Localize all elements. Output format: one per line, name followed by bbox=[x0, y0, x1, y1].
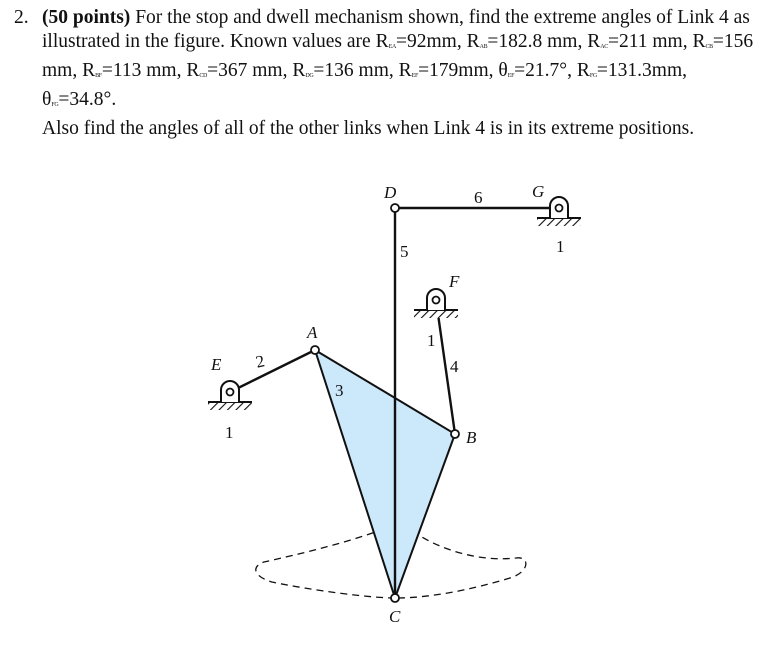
joint-a bbox=[311, 346, 319, 354]
label-a: A bbox=[307, 323, 318, 342]
ground-pivot-f bbox=[414, 289, 458, 318]
known-value: $R_{EA}=92mm$, bbox=[375, 31, 467, 52]
joint-b bbox=[451, 430, 459, 438]
label-e: E bbox=[211, 355, 222, 374]
problem-number: 2. bbox=[14, 7, 29, 28]
problem-followup: Also find the angles of all of the other links when Link 4 is in its extreme positions. bbox=[42, 118, 695, 139]
label-link-5: 5 bbox=[400, 242, 409, 261]
problem-body bbox=[42, 6, 754, 141]
known-value: $R_{AB}=182.8$ mm, bbox=[466, 31, 588, 52]
label-g: G bbox=[532, 182, 545, 201]
link-2 bbox=[230, 350, 315, 392]
known-value: $\theta_{FG}=34.8^\circ$. bbox=[42, 89, 117, 110]
known-value: $R_{DG}=136$ mm, bbox=[292, 60, 399, 81]
joint-d bbox=[391, 204, 399, 212]
problem-intro: For the stop and dwell mechanism shown, find the extreme angles of Link 4 as illustrated in the figure. Known values are bbox=[42, 7, 750, 52]
label-f: F bbox=[449, 272, 460, 291]
problem-statement bbox=[14, 6, 754, 141]
known-value: $\theta_{EF}=21.7^\circ$, bbox=[498, 60, 577, 81]
mechanism-figure bbox=[0, 170, 764, 654]
label-ground-e: 1 bbox=[225, 423, 234, 442]
problem-points: (50 points) bbox=[42, 7, 131, 28]
ground-pivot-g bbox=[537, 197, 581, 226]
known-value: $R_{BF}=113$ mm, bbox=[82, 60, 187, 81]
label-link-3: 3 bbox=[335, 381, 344, 400]
label-d: D bbox=[384, 183, 397, 202]
joint-c bbox=[391, 594, 399, 602]
known-value: $R_{CB}=156$ mm, bbox=[42, 31, 754, 81]
label-ground-g: 1 bbox=[556, 237, 565, 256]
label-ground-f: 1 bbox=[427, 331, 436, 350]
label-link-6: 6 bbox=[474, 188, 483, 207]
label-link-4: 4 bbox=[450, 357, 459, 376]
label-b: B bbox=[466, 428, 477, 447]
known-value: $R_{FG}=131.3mm$, bbox=[576, 60, 688, 81]
known-value: $R_{CD}=367$ mm, bbox=[186, 60, 293, 81]
label-link-2: 2 bbox=[254, 351, 267, 372]
known-value: $R_{EF}=179mm$, bbox=[398, 60, 499, 81]
label-c: C bbox=[389, 607, 401, 626]
known-value: $R_{AC}=211$ mm, bbox=[587, 31, 693, 52]
